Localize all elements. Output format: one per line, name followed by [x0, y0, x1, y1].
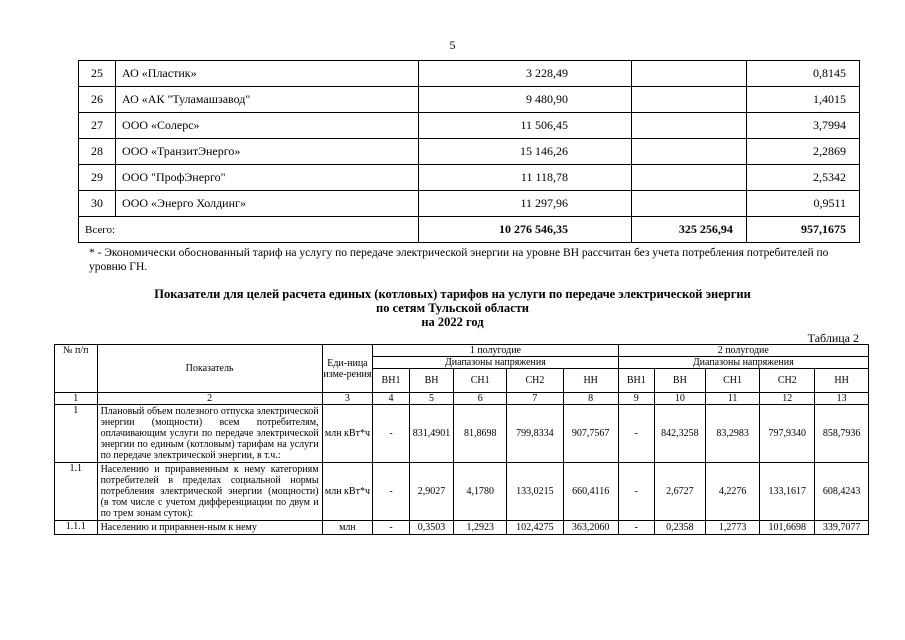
- column-number: 7: [507, 393, 564, 405]
- value-b: [632, 139, 747, 165]
- value-cell: -: [618, 521, 654, 535]
- heading-line-2: по сетям Тульской области: [376, 301, 529, 315]
- indicators-table: [54, 344, 869, 535]
- column-number: 2: [97, 393, 322, 405]
- value-b: [632, 61, 747, 87]
- header-half-2: 2 полугодие: [618, 345, 868, 357]
- value-cell: 81,8698: [454, 405, 507, 463]
- total-value-c: 957,1675: [746, 217, 859, 243]
- column-number: 10: [655, 393, 706, 405]
- row-number: 26: [79, 87, 116, 113]
- value-cell: 858,7936: [815, 405, 869, 463]
- value-cell: 2,9027: [409, 463, 454, 521]
- table-row: [79, 87, 860, 113]
- value-c: 0,8145: [746, 61, 859, 87]
- value-cell: -: [373, 463, 409, 521]
- value-c: 0,9511: [746, 191, 859, 217]
- header-level: НН: [563, 369, 618, 393]
- header-level: ВН1: [373, 369, 409, 393]
- value-cell: 1,2773: [705, 521, 760, 535]
- header-level: СН2: [760, 369, 815, 393]
- value-a: 11 118,78: [419, 165, 632, 191]
- table-label: Таблица 2: [807, 331, 859, 345]
- table-row: [79, 139, 860, 165]
- column-number: 9: [618, 393, 654, 405]
- value-cell: 4,1780: [454, 463, 507, 521]
- heading-line-1: Показатели для целей расчета единых (котловых) тарифов на услуги по передаче электрической энергии: [154, 287, 751, 301]
- header-ranges-2: Диапазоны напряжения: [618, 357, 868, 369]
- unit: млн кВт*ч: [322, 405, 373, 463]
- section-heading: [0, 287, 905, 329]
- value-b: [632, 191, 747, 217]
- value-c: 1,4015: [746, 87, 859, 113]
- value-cell: 842,3258: [655, 405, 706, 463]
- column-number: 13: [815, 393, 869, 405]
- value-cell: 907,7567: [563, 405, 618, 463]
- header-level: ВН1: [618, 369, 654, 393]
- column-number: 3: [322, 393, 373, 405]
- value-a: 11 506,45: [419, 113, 632, 139]
- column-number: 8: [563, 393, 618, 405]
- total-row: [79, 217, 860, 243]
- row-number: 29: [79, 165, 116, 191]
- header-level: НН: [815, 369, 869, 393]
- value-cell: 83,2983: [705, 405, 760, 463]
- value-c: 2,5342: [746, 165, 859, 191]
- value-cell: 799,8334: [507, 405, 564, 463]
- value-cell: 831,4901: [409, 405, 454, 463]
- org-name: ООО "ПрофЭнерго": [116, 165, 419, 191]
- table-row: [79, 191, 860, 217]
- header-level: ВН: [409, 369, 454, 393]
- value-cell: 133,0215: [507, 463, 564, 521]
- value-cell: -: [373, 521, 409, 535]
- indicator-text: Плановый объем полезного отпуска электрической энергии (мощности) всем потребителям, оплачивающим услуги по передаче электрической энергии по единым (котловым) тарифам на услуги по передаче электрической энергии, в т.ч.:: [97, 405, 322, 463]
- value-cell: 1,2923: [454, 521, 507, 535]
- value-b: [632, 165, 747, 191]
- table-row: [55, 405, 869, 463]
- value-a: 9 480,90: [419, 87, 632, 113]
- footnote: * - Экономически обоснованный тариф на услугу по передаче электрической энергии на уровне ВН рассчитан без учета потребления потребителей по уровню ГН.: [89, 247, 829, 273]
- value-cell: 363,2060: [563, 521, 618, 535]
- header-level: СН2: [507, 369, 564, 393]
- indicator-text: Населению и приравнен-ным к нему: [97, 521, 322, 535]
- value-c: 2,2869: [746, 139, 859, 165]
- value-cell: 339,7077: [815, 521, 869, 535]
- row-number: 28: [79, 139, 116, 165]
- value-a: 15 146,26: [419, 139, 632, 165]
- header-level: СН1: [705, 369, 760, 393]
- total-label: Всего:: [79, 217, 419, 243]
- total-value-a: 10 276 546,35: [419, 217, 632, 243]
- total-value-b: 325 256,94: [632, 217, 747, 243]
- org-name: АО «Пластик»: [116, 61, 419, 87]
- value-cell: 4,2276: [705, 463, 760, 521]
- table-row: [79, 113, 860, 139]
- header-unit: Еди-ница изме-рения: [322, 345, 373, 393]
- value-cell: 102,4275: [507, 521, 564, 535]
- value-cell: 608,4243: [815, 463, 869, 521]
- header-ranges-1: Диапазоны напряжения: [373, 357, 618, 369]
- row-number: 25: [79, 61, 116, 87]
- row-number: 1: [55, 405, 98, 463]
- value-cell: 660,4116: [563, 463, 618, 521]
- header-level: ВН: [655, 369, 706, 393]
- table-row: [79, 165, 860, 191]
- column-number: 5: [409, 393, 454, 405]
- value-c: 3,7994: [746, 113, 859, 139]
- org-name: АО «АК "Туламашзавод": [116, 87, 419, 113]
- column-number: 11: [705, 393, 760, 405]
- value-b: [632, 113, 747, 139]
- org-name: ООО «Солерс»: [116, 113, 419, 139]
- row-number: 1.1: [55, 463, 98, 521]
- unit: млн: [322, 521, 373, 535]
- table-row: [55, 521, 869, 535]
- value-cell: 133,1617: [760, 463, 815, 521]
- page-number: 5: [449, 38, 456, 52]
- organizations-table: [78, 60, 860, 243]
- org-name: ООО «ТранзитЭнерго»: [116, 139, 419, 165]
- value-a: 11 297,96: [419, 191, 632, 217]
- header-num: № п/п: [55, 345, 98, 393]
- value-cell: 797,9340: [760, 405, 815, 463]
- row-number: 30: [79, 191, 116, 217]
- value-a: 3 228,49: [419, 61, 632, 87]
- value-cell: -: [618, 405, 654, 463]
- value-cell: -: [618, 463, 654, 521]
- table-row: [79, 61, 860, 87]
- header-half-1: 1 полугодие: [373, 345, 618, 357]
- row-number: 27: [79, 113, 116, 139]
- value-b: [632, 87, 747, 113]
- header-indicator: Показатель: [97, 345, 322, 393]
- column-number: 12: [760, 393, 815, 405]
- column-number: 1: [55, 393, 98, 405]
- value-cell: 0,3503: [409, 521, 454, 535]
- heading-line-3: на 2022 год: [421, 315, 484, 329]
- value-cell: 101,6698: [760, 521, 815, 535]
- row-number: 1.1.1: [55, 521, 98, 535]
- value-cell: 2,6727: [655, 463, 706, 521]
- value-cell: 0,2358: [655, 521, 706, 535]
- table-row: [55, 463, 869, 521]
- indicator-text: Населению и приравненным к нему категориям потребителей в пределах социальной нормы потребления электрической энергии (мощности) (в том числе с учетом дифференциации по двум и по трем зонам суток):: [97, 463, 322, 521]
- value-cell: -: [373, 405, 409, 463]
- org-name: ООО «Энерго Холдинг»: [116, 191, 419, 217]
- unit: млн кВт*ч: [322, 463, 373, 521]
- column-number: 4: [373, 393, 409, 405]
- header-level: СН1: [454, 369, 507, 393]
- column-number: 6: [454, 393, 507, 405]
